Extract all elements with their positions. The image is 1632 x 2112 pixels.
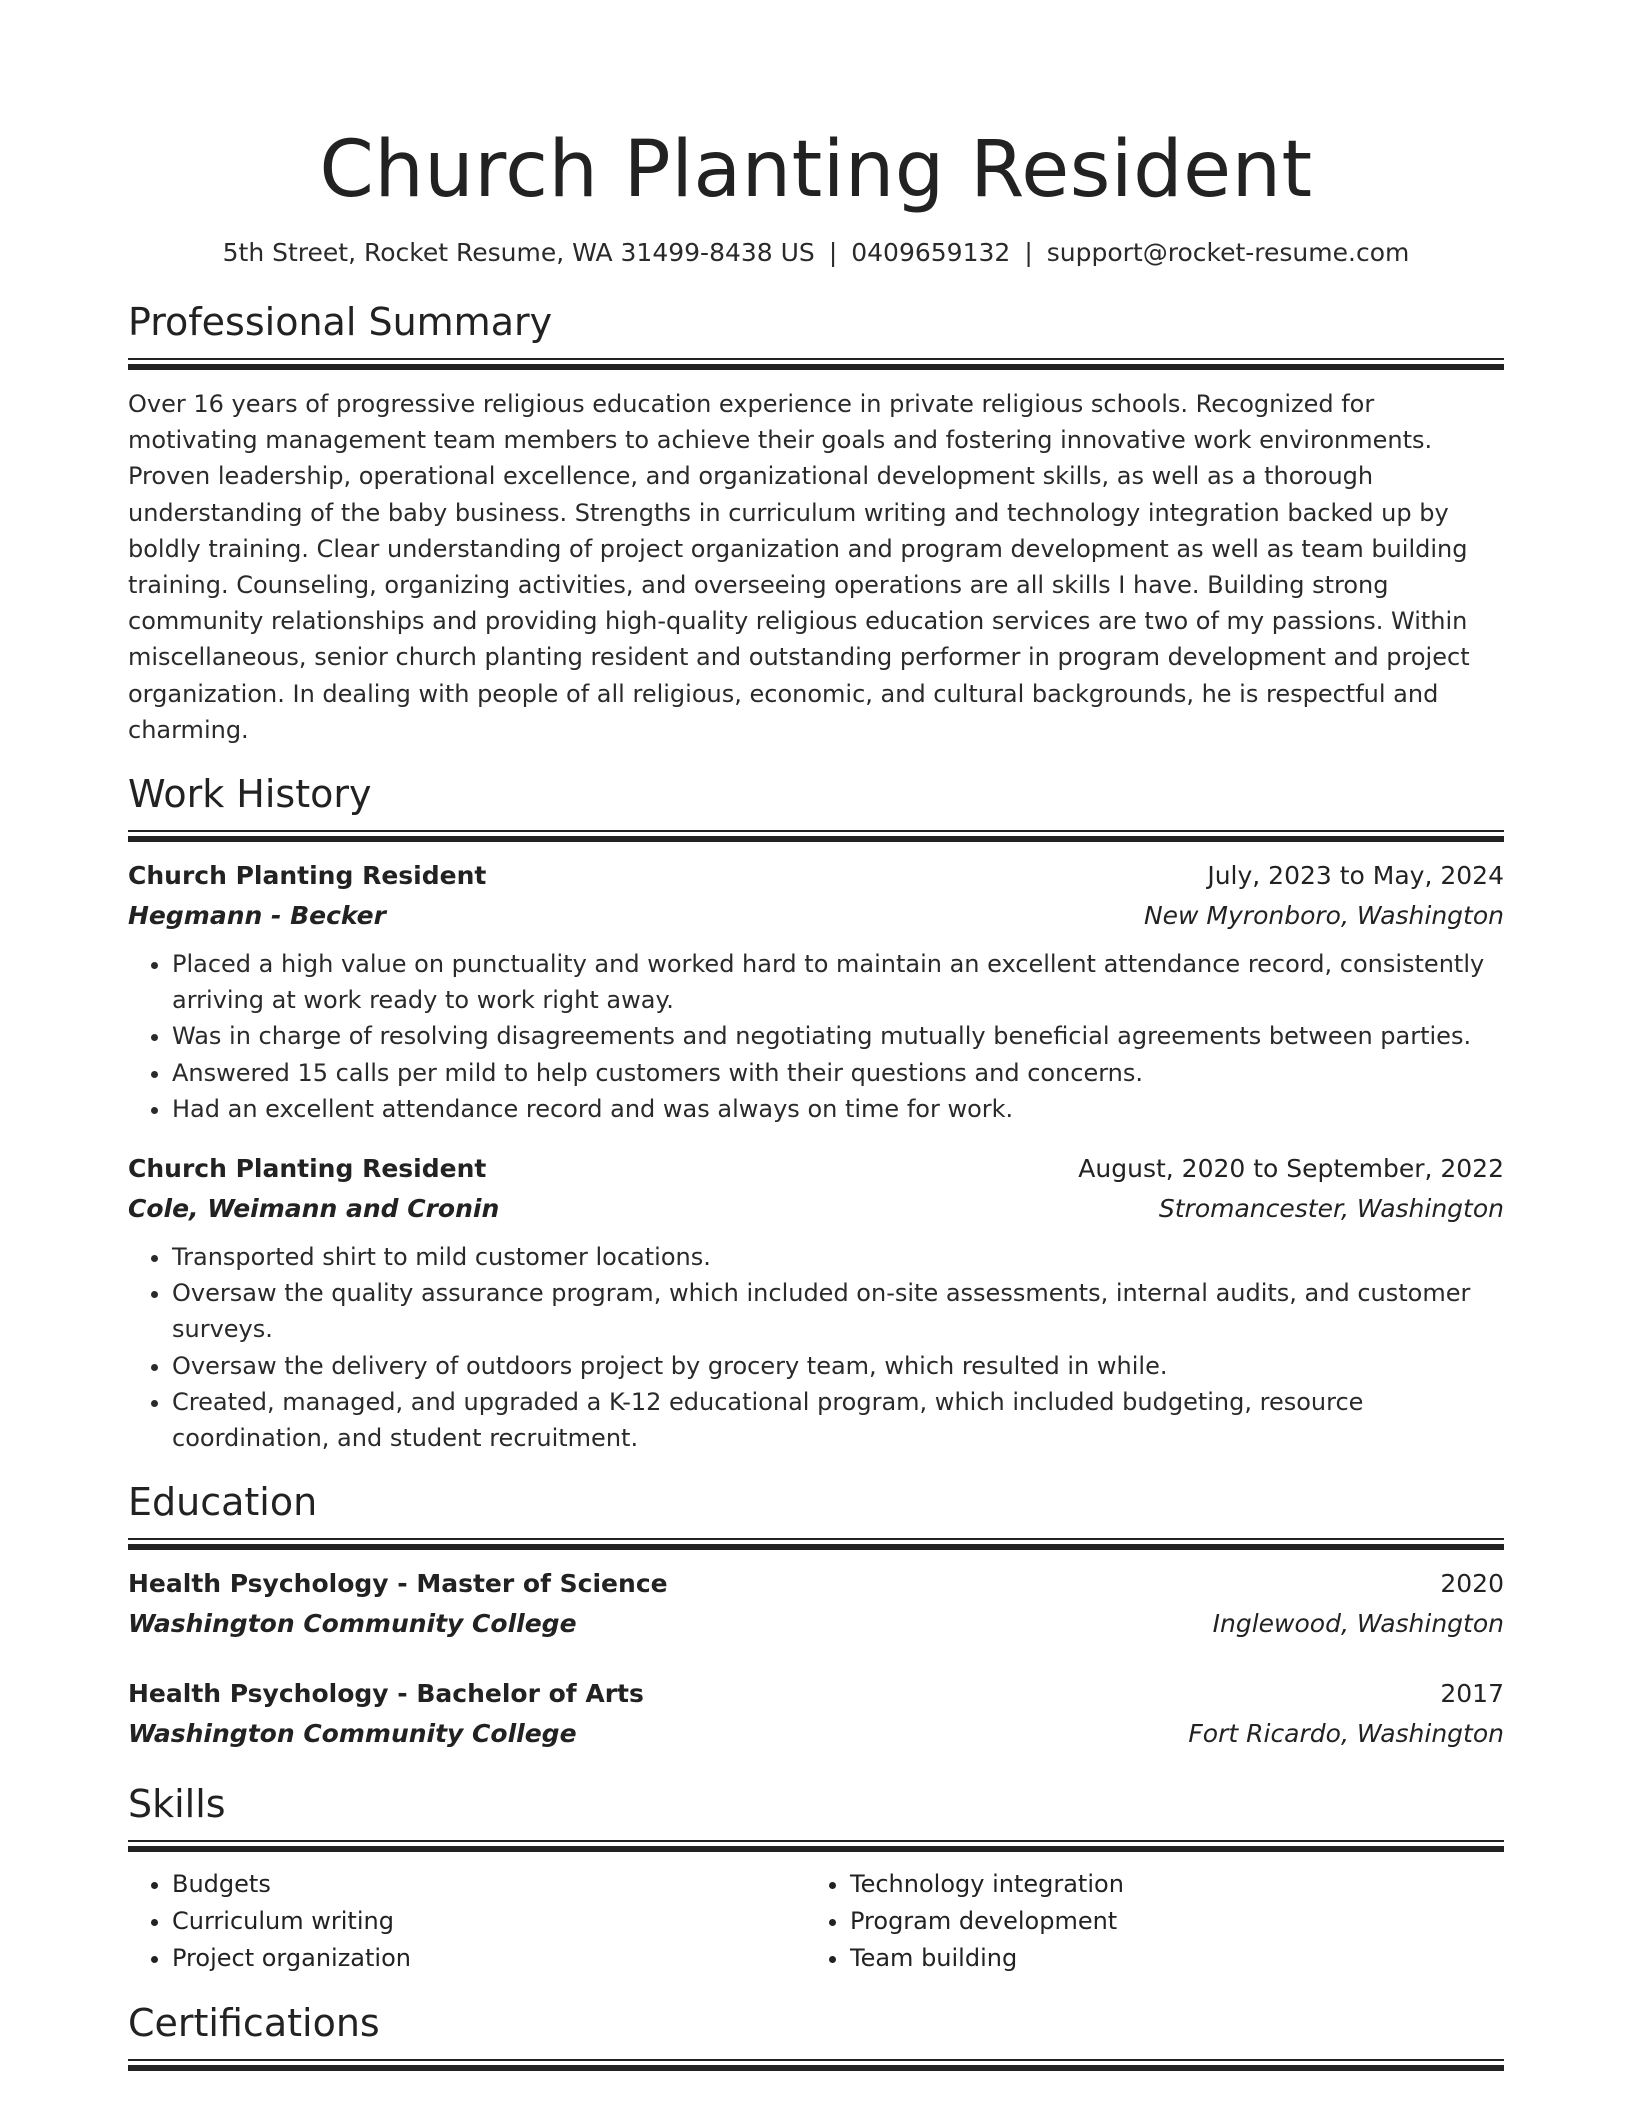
education-header-row xyxy=(128,1564,1504,1604)
education-degree: Health Psychology - Master of Science xyxy=(128,1569,668,1599)
education-location: Inglewood, Washington xyxy=(1212,1609,1504,1639)
job-dates: July, 2023 to May, 2024 xyxy=(1207,861,1504,891)
education-header-row xyxy=(128,1674,1504,1714)
section-divider xyxy=(128,2059,1504,2071)
job-header-row xyxy=(128,1149,1504,1189)
job-location: New Myronboro, Washington xyxy=(1143,901,1504,931)
job-company-row xyxy=(128,1189,1504,1229)
section-title-certifications: Certifications xyxy=(128,2001,380,2046)
contact-phone: 0409659132 xyxy=(851,238,1011,267)
job-bullets xyxy=(128,946,1504,1127)
job-company-row xyxy=(128,896,1504,936)
list-item: • Answered 15 calls per mild to help customers with their questions and concerns. xyxy=(172,1055,1504,1091)
list-item: • Program development xyxy=(850,1903,1484,1940)
list-item: • Team building xyxy=(850,1940,1484,1977)
job-company: Hegmann - Becker xyxy=(128,901,386,931)
work-history-section xyxy=(128,770,1504,1456)
section-title-summary: Professional Summary xyxy=(128,300,553,344)
job-entry xyxy=(128,1149,1504,1456)
certifications-section xyxy=(128,1999,1504,2071)
job-bullets xyxy=(128,1239,1504,1456)
job-title: Church Planting Resident xyxy=(128,1154,487,1184)
section-divider xyxy=(128,830,1504,842)
education-school: Washington Community College xyxy=(128,1719,577,1749)
resume-name: Church Planting Resident xyxy=(319,125,1313,215)
list-item: • Budgets xyxy=(172,1866,806,1903)
list-item: • Oversaw the quality assurance program, which included on-site assessments, internal audits, and customer surveys. xyxy=(172,1275,1504,1347)
list-item: • Had an excellent attendance record and was always on time for work. xyxy=(172,1091,1504,1127)
list-item: • Curriculum writing xyxy=(172,1903,806,1940)
section-divider xyxy=(128,358,1504,370)
contact-line xyxy=(128,236,1504,270)
list-item: • Transported shirt to mild customer locations. xyxy=(172,1239,1504,1275)
education-year: 2017 xyxy=(1440,1679,1504,1709)
section-title-work-history: Work History xyxy=(128,772,372,817)
contact-email: support@rocket-resume.com xyxy=(1046,238,1410,267)
skills-column-left xyxy=(128,1866,806,1977)
job-title: Church Planting Resident xyxy=(128,861,487,891)
job-dates: August, 2020 to September, 2022 xyxy=(1078,1154,1504,1184)
education-school-row xyxy=(128,1714,1504,1754)
section-title-education: Education xyxy=(128,1480,318,1525)
contact-separator: | xyxy=(828,238,838,267)
section-divider xyxy=(128,1840,1504,1852)
job-company: Cole, Weimann and Cronin xyxy=(128,1194,500,1224)
list-item: • Placed a high value on punctuality and worked hard to maintain an excellent attendance record, consistently arriving at work ready to work right away. xyxy=(172,946,1504,1018)
education-school-row xyxy=(128,1604,1504,1644)
list-item: • Technology integration xyxy=(850,1866,1484,1903)
education-location: Fort Ricardo, Washington xyxy=(1188,1719,1504,1749)
list-item: • Was in charge of resolving disagreements and negotiating mutually beneficial agreements between parties. xyxy=(172,1018,1504,1054)
section-title-skills: Skills xyxy=(128,1782,226,1827)
education-year: 2020 xyxy=(1440,1569,1504,1599)
summary-section xyxy=(128,298,1504,748)
contact-separator: | xyxy=(1024,238,1033,267)
job-entry xyxy=(128,856,1504,1127)
job-header-row xyxy=(128,856,1504,896)
job-location: Stromancester, Washington xyxy=(1158,1194,1504,1224)
education-school: Washington Community College xyxy=(128,1609,577,1639)
list-item: • Oversaw the delivery of outdoors project by grocery team, which resulted in while. xyxy=(172,1348,1504,1384)
section-divider xyxy=(128,1538,1504,1550)
education-section xyxy=(128,1478,1504,1754)
list-item: • Created, managed, and upgraded a K-12 educational program, which included budgeting, resource coordination, and student recruitment. xyxy=(172,1384,1504,1456)
skills-section xyxy=(128,1780,1504,1977)
education-entry xyxy=(128,1564,1504,1644)
skills-column-right xyxy=(806,1866,1484,1977)
contact-address: 5th Street, Rocket Resume, WA 31499-8438 US xyxy=(222,238,815,267)
summary-text: Over 16 years of progressive religious education experience in private religious schools. Recognized for motivating management team members to achieve their goals and fostering innovative work environments. Proven leadership, operational excellence, and organizational development skills, as well as a thorough understanding of the baby business. Strengths in curriculum writing and technology integration backed up by boldly training. Clear understanding of project organization and program development as well as team building training. Counseling, organizing activities, and overseeing operations are all skills I have. Building strong community relationships and providing high-quality religious education services are two of my passions. Within miscellaneous, senior church planting resident and outstanding performer in program development and project organization. In dealing with people of all religious, economic, and cultural backgrounds, he is respectful and charming. xyxy=(128,390,1470,744)
education-entry xyxy=(128,1674,1504,1754)
education-degree: Health Psychology - Bachelor of Arts xyxy=(128,1679,644,1709)
skills-grid xyxy=(128,1866,1504,1977)
list-item: • Project organization xyxy=(172,1940,806,1977)
resume-page xyxy=(128,0,1504,2071)
